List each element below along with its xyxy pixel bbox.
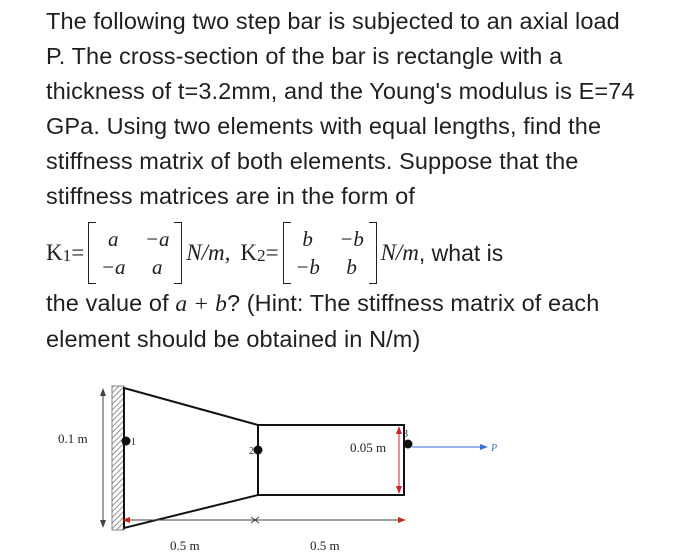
text-line-3: thickness of t=3.2mm, and the Young's modulus is E=74	[46, 78, 635, 104]
text-line-value: the value of a + b? (Hint: The stiffness matrix of each	[46, 290, 600, 317]
node-2-dot	[254, 446, 263, 455]
problem-statement-question	[46, 286, 686, 357]
load-label: P	[491, 443, 498, 454]
text-line-1: The following two step bar is subjected to an axial load	[46, 8, 620, 34]
uniform-element	[258, 425, 404, 495]
node-2-label: 2	[249, 446, 254, 457]
question-tail: , what is	[418, 239, 504, 266]
k1-matrix	[88, 222, 182, 284]
k2-unit: N/m	[380, 240, 419, 265]
k1-label: $K_1$	[46, 240, 72, 265]
problem-statement-intro	[46, 4, 686, 214]
text-line-5: stiffness matrix of both elements. Suppose that the	[46, 148, 579, 174]
k1-cell-11: a	[107, 226, 119, 251]
k1-cell-21: −a	[100, 254, 126, 279]
k2-cell-21: −b	[295, 254, 320, 279]
text-line-4: GPa. Using two elements with equal lengths, find the	[46, 113, 602, 139]
node-3-dot	[404, 440, 413, 449]
node-3-label: 3	[403, 429, 408, 440]
k2-label: $K_2$	[240, 240, 266, 265]
k1-unit: N/m,	[186, 240, 231, 265]
bar-diagram	[0, 380, 700, 558]
equals-sign-1: =	[71, 240, 85, 265]
k1-cell-22: a	[151, 254, 163, 279]
length-2-label: 0.5 m	[310, 538, 340, 553]
text-line-6: stiffness matrices are in the form of	[46, 183, 415, 209]
k2-cell-12: −b	[339, 226, 364, 251]
text-line-last: element should be obtained in N/m)	[46, 326, 421, 352]
k2-cell-22: b	[346, 254, 357, 279]
stiffness-matrix-equation	[46, 218, 686, 288]
text-line-2: P. The cross-section of the bar is rectangle with a	[46, 43, 563, 69]
node-1-label: 1	[131, 437, 136, 448]
height-left-label: 0.1 m	[58, 431, 88, 446]
a-plus-b-expression: a + b	[175, 291, 227, 317]
fixed-wall	[112, 386, 124, 530]
equals-sign-2: =	[265, 240, 279, 265]
k1-cell-12: −a	[144, 226, 170, 251]
tapered-element	[124, 388, 258, 528]
height-right-label: 0.05 m	[350, 440, 387, 455]
node-1-dot	[122, 437, 131, 446]
k2-cell-11: b	[302, 226, 313, 251]
k2-matrix	[283, 222, 377, 284]
length-1-label: 0.5 m	[170, 538, 200, 553]
